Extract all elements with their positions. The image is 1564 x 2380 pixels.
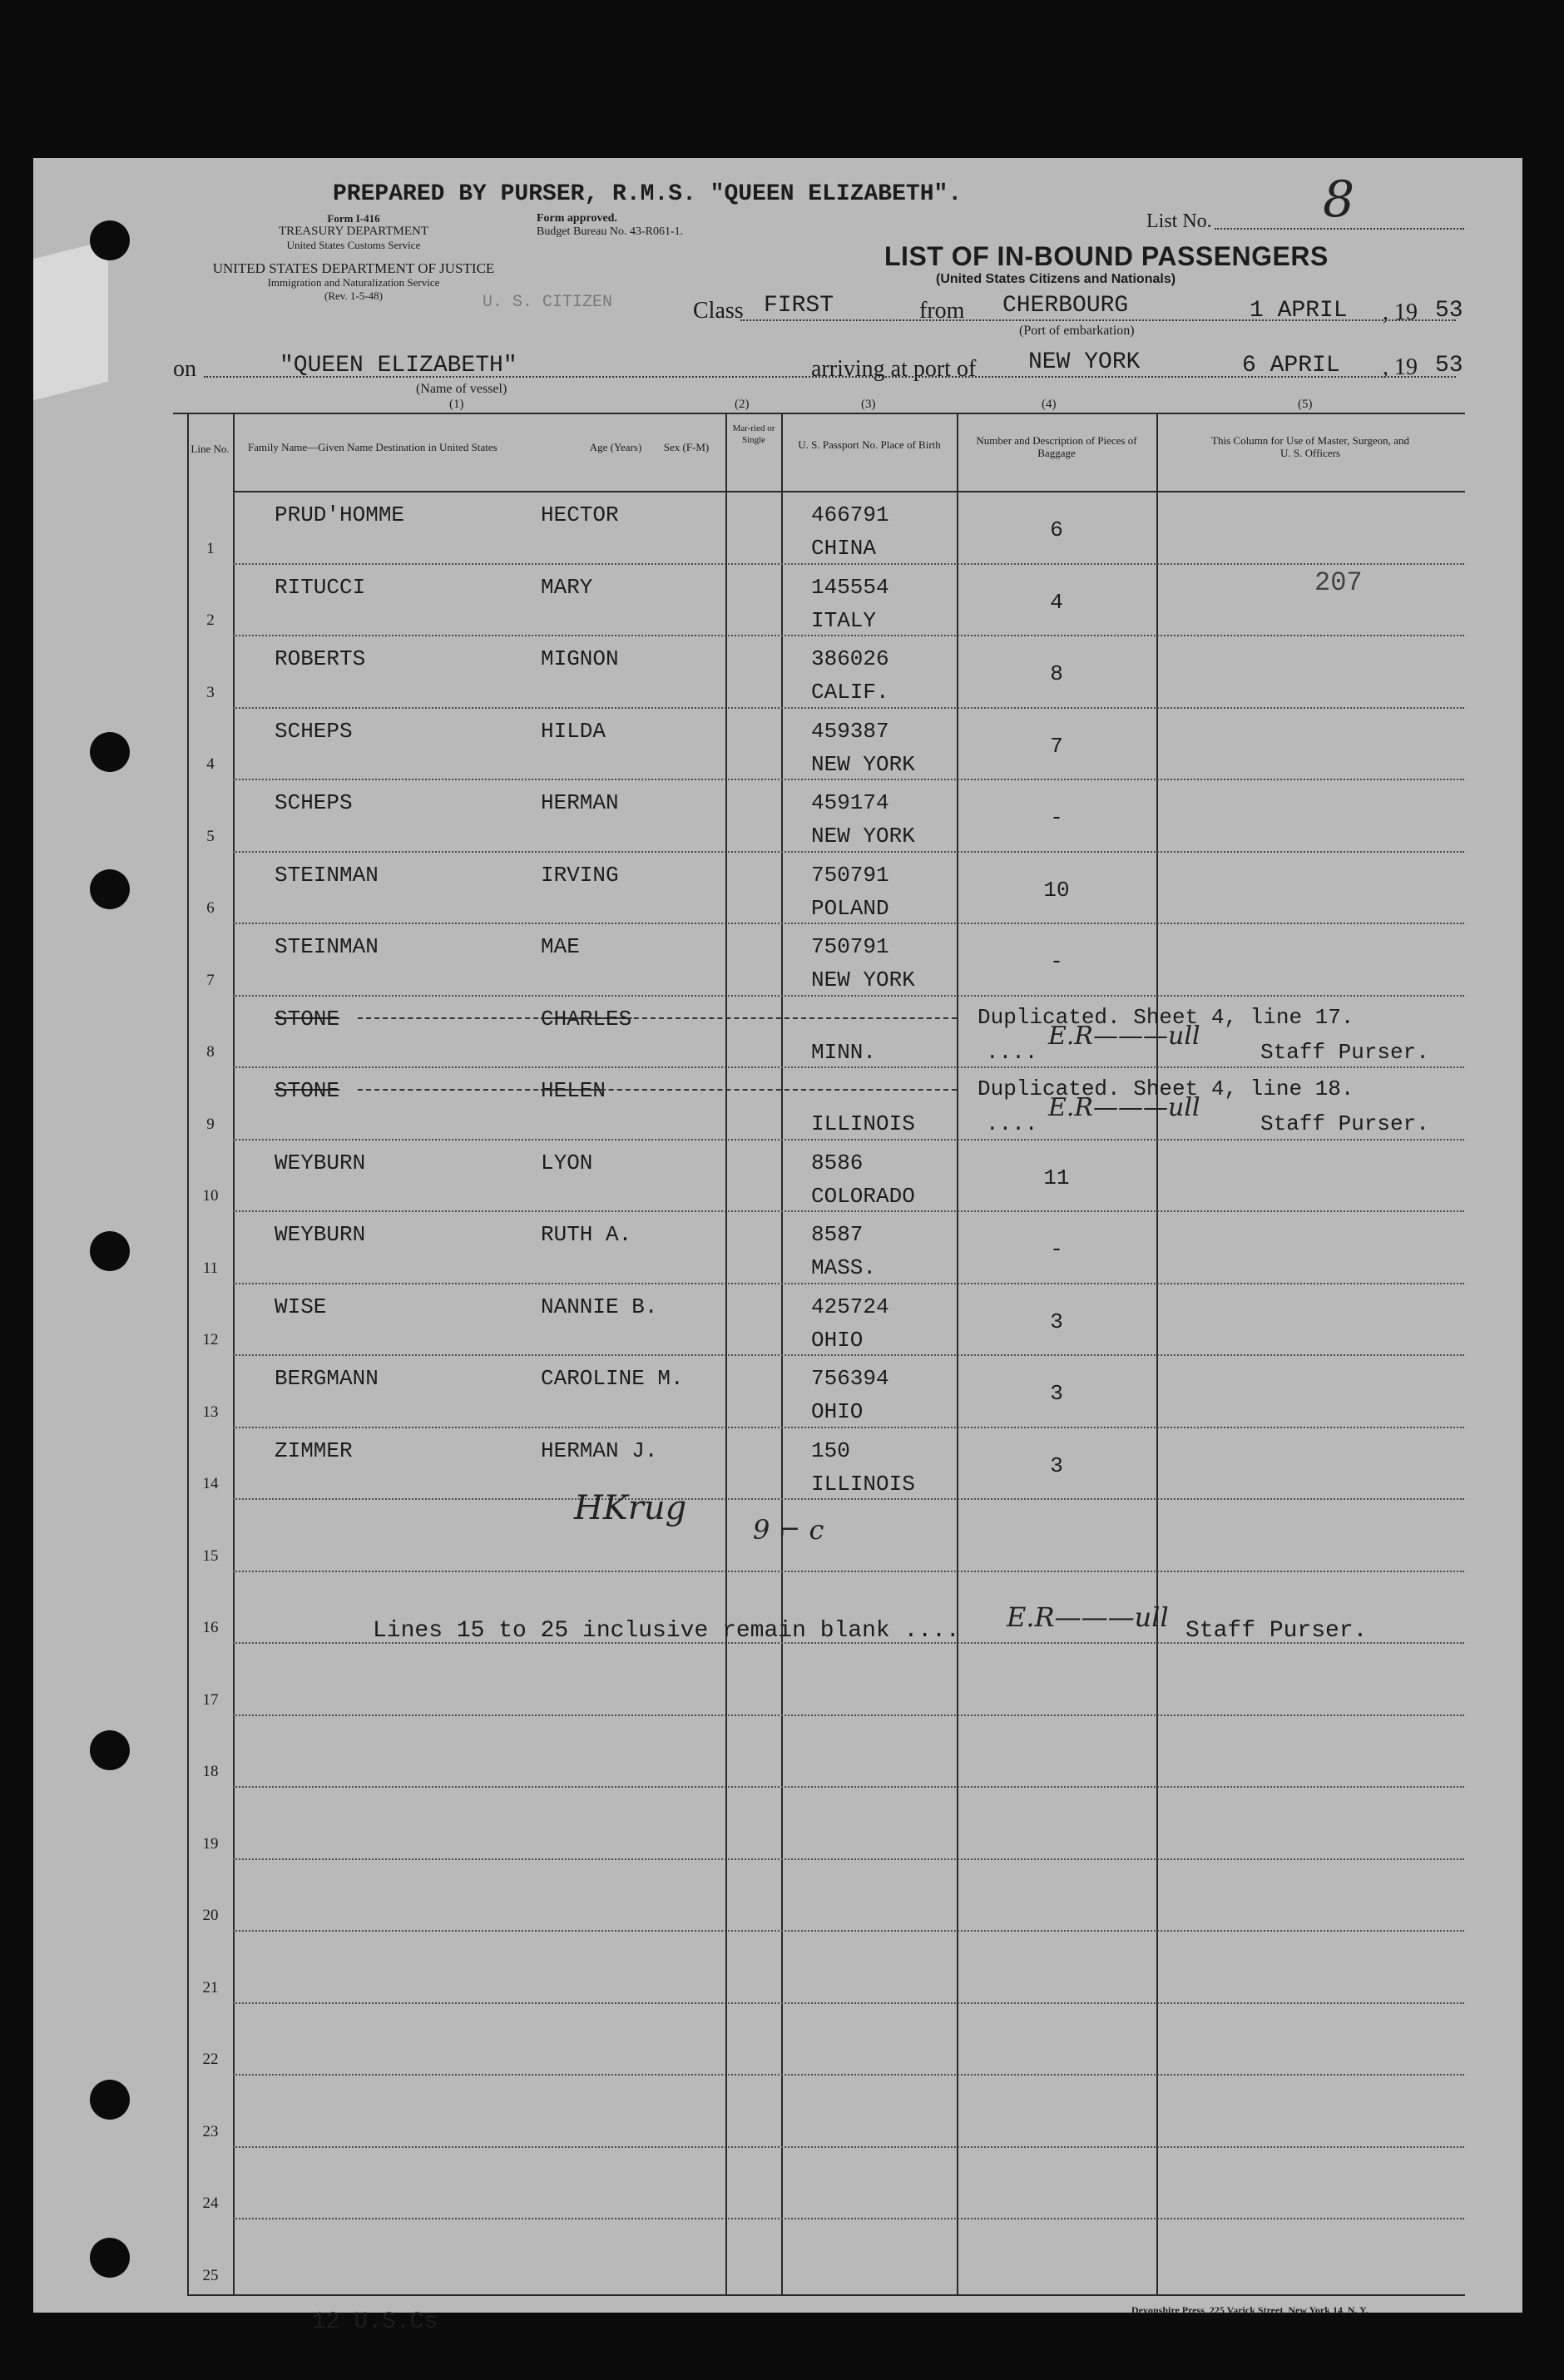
place-of-birth: ILLINOIS [811, 1471, 915, 1497]
line-number: 24 [202, 2194, 219, 2212]
given-name: LYON [541, 1150, 593, 1175]
punch-hole [90, 1231, 130, 1271]
place-of-birth: CALIF. [811, 680, 889, 705]
line-number: 12 [202, 1331, 219, 1348]
family-name: STEINMAN [275, 934, 379, 959]
family-name: STEINMAN [275, 862, 379, 888]
punch-hole [90, 220, 130, 260]
row-separator [233, 1930, 1464, 1932]
citizen-stamp: U. S. CITIZEN [483, 293, 613, 312]
baggage-count: 7 [1050, 733, 1063, 759]
duplicate-purser: Staff Purser. [1260, 1039, 1429, 1065]
depart-date: 1 APRIL [1250, 298, 1348, 324]
from-value: CHERBOURG [1002, 293, 1129, 319]
punch-hole [90, 2080, 130, 2120]
passport-number: 8586 [811, 1150, 864, 1175]
row-separator [233, 779, 1464, 781]
line-number: 25 [202, 2266, 219, 2284]
place-of-birth: COLORADO [811, 1183, 915, 1209]
passport-number: 386026 [811, 646, 889, 671]
dup-dots: .... [986, 1111, 1038, 1136]
row-separator [233, 1858, 1464, 1861]
baggage-count: - [1050, 805, 1063, 830]
line-number: 6 [206, 899, 215, 917]
passport-number: 750791 [811, 934, 889, 959]
given-name: IRVING [541, 862, 619, 888]
table-header-border [233, 491, 1465, 492]
arrival-port: NEW YORK [1028, 349, 1141, 375]
line-number: 13 [202, 1403, 219, 1421]
col-header-married: Mar-ried or Single [732, 423, 775, 445]
col-divider-baggage [957, 413, 958, 2294]
line-number: 18 [202, 1763, 219, 1780]
punch-hole [90, 1730, 130, 1770]
col-header-name: Family Name—Given Name Destination in United States [248, 441, 497, 453]
row-separator [233, 995, 1464, 997]
given-name: MIGNON [541, 646, 619, 671]
col-header-baggage: Number and Description of Pieces of Baggage [976, 434, 1137, 459]
officer-initials: 9 ⌐ c [753, 1514, 824, 1546]
given-name: CAROLINE M. [541, 1366, 684, 1391]
line-number: 11 [202, 1259, 219, 1277]
arrival-year: 53 [1435, 353, 1463, 379]
family-name: PRUD'HOMME [275, 502, 405, 527]
col-number: (4) [1042, 398, 1057, 411]
depart-year-prefix: , 19 [1383, 299, 1418, 325]
family-name: BERGMANN [275, 1366, 379, 1391]
row-separator [233, 1066, 1464, 1069]
line-number: 4 [206, 755, 215, 773]
line-number: 15 [202, 1546, 219, 1565]
row-separator [233, 923, 1464, 925]
passport-number: 756394 [811, 1366, 889, 1391]
line-number: 17 [202, 1690, 219, 1709]
col-number: (2) [735, 398, 750, 411]
blank-lines-note: Lines 15 to 25 inclusive remain blank .... [373, 1618, 960, 1644]
duplicate-note: Duplicated. Sheet 4, line 18. [978, 1076, 1354, 1101]
line-number: 20 [202, 1907, 219, 1924]
row-separator [233, 563, 1464, 566]
family-name: ROBERTS [275, 646, 366, 671]
place-of-birth: OHIO [811, 1399, 864, 1424]
row-separator [233, 1498, 1464, 1501]
row-separator [233, 851, 1464, 854]
row-separator [233, 2146, 1464, 2149]
revision: (Rev. 1-5-48) [324, 289, 383, 302]
line-number: 22 [202, 2051, 219, 2068]
line-number: 21 [202, 1978, 219, 1997]
row-separator [233, 1786, 1464, 1789]
strike-line [358, 1089, 957, 1091]
line-number: 9 [206, 1115, 215, 1133]
line-number: 1 [206, 539, 215, 557]
given-name: HELEN [541, 1078, 606, 1103]
purser-signature: E.R———ull [1007, 1601, 1169, 1633]
col-header-passport: U. S. Passport No. Place of Birth [798, 438, 941, 451]
baggage-count: - [1050, 1237, 1063, 1262]
list-no-label: List No. [1146, 210, 1212, 232]
given-name: HERMAN [541, 790, 619, 815]
col-divider-line [233, 413, 235, 2294]
baggage-count: 11 [1043, 1165, 1070, 1190]
given-name: RUTH A. [541, 1222, 632, 1247]
col-divider-officers [1156, 413, 1158, 2294]
row-separator [233, 1571, 1464, 1573]
col-divider-passport [781, 413, 783, 2294]
vessel-line [204, 376, 1456, 378]
col-header-age: Age (Years) [589, 441, 642, 453]
line-number: 10 [202, 1187, 219, 1205]
line-number: 16 [202, 1619, 219, 1636]
family-name: SCHEPS [275, 718, 353, 744]
col-number: (5) [1298, 398, 1313, 411]
baggage-count: 8 [1050, 661, 1063, 686]
col-header-line-no: Line No. [191, 443, 230, 455]
blank-lines-note-tail: Staff Purser. [1185, 1618, 1368, 1644]
line-number: 14 [202, 1475, 219, 1492]
family-name: SCHEPS [275, 790, 353, 815]
family-name: WEYBURN [275, 1222, 366, 1247]
line-number: 3 [206, 683, 215, 701]
baggage-count: 3 [1050, 1309, 1063, 1334]
justice-dept: UNITED STATES DEPARTMENT OF JUSTICE [212, 260, 495, 276]
table-bottom-border [187, 2294, 1465, 2296]
manifest-sheet [33, 158, 1522, 2313]
arrival-date: 6 APRIL [1242, 353, 1340, 379]
line-number: 2 [206, 611, 215, 629]
baggage-count: 6 [1050, 517, 1063, 542]
place-of-birth: NEW YORK [811, 967, 915, 992]
arriving-label: arriving at port of [811, 356, 977, 382]
list-title: LIST OF IN-BOUND PASSENGERS [884, 241, 1329, 271]
row-separator [233, 2074, 1464, 2076]
place-of-birth: CHINA [811, 536, 877, 561]
passport-number: 750791 [811, 862, 889, 888]
baggage-count: 3 [1050, 1452, 1063, 1478]
statute-ref: 12 U.S.Cs [312, 2309, 438, 2335]
row-separator [233, 2002, 1464, 2005]
printer-credit: Devonshire Press, 225 Varick Street, New York 14, N. Y. [1131, 2304, 1368, 2316]
dup-dots: .... [986, 1039, 1038, 1065]
row-separator [233, 1427, 1464, 1429]
passport-number: 425724 [811, 1294, 889, 1319]
passport-number: 150 [811, 1437, 850, 1463]
given-name: NANNIE B. [541, 1294, 658, 1319]
class-label: Class [693, 298, 744, 324]
port-embarkation-caption: (Port of embarkation) [1019, 324, 1135, 338]
row-separator [233, 635, 1464, 637]
budget-bureau: Budget Bureau No. 43-R061-1. [537, 225, 684, 238]
row-separator [233, 1139, 1464, 1141]
given-name: MAE [541, 934, 580, 959]
family-name: WISE [275, 1294, 327, 1319]
table-left-border [187, 413, 189, 2294]
class-line [740, 319, 1456, 321]
given-name: HILDA [541, 718, 606, 744]
place-of-birth: MASS. [811, 1255, 877, 1280]
purser-signature: E.R———ull [1048, 1021, 1200, 1051]
given-name: HECTOR [541, 502, 619, 527]
duplicate-purser: Staff Purser. [1260, 1111, 1429, 1136]
punch-hole [90, 869, 130, 909]
col-header-officers: This Column for Use of Master, Surgeon, and U. S. Officers [1211, 434, 1409, 459]
line-number: 19 [202, 1834, 219, 1853]
on-label: on [173, 356, 196, 382]
list-subtitle: (United States Citizens and Nationals) [936, 272, 1176, 286]
duplicate-note: Duplicated. Sheet 4, line 17. [978, 1004, 1354, 1030]
place-of-birth: ITALY [811, 607, 877, 633]
torn-corner [33, 240, 108, 400]
punch-hole [90, 732, 130, 772]
passport-number: 459174 [811, 790, 889, 815]
purser-signature: E.R———ull [1048, 1093, 1200, 1122]
immigration-service: Immigration and Naturalization Service [267, 276, 440, 289]
list-no-value: 8 [1323, 171, 1355, 229]
col-divider-married [725, 413, 727, 2294]
place-of-birth: NEW YORK [811, 751, 915, 777]
line-number: 7 [206, 971, 215, 989]
punch-hole [90, 2238, 130, 2278]
passport-number: 466791 [811, 502, 889, 527]
from-label: from [919, 298, 965, 324]
row-separator [233, 1210, 1464, 1213]
baggage-count: 3 [1050, 1381, 1063, 1406]
table-top-border [173, 413, 1465, 414]
place-of-birth: MINN. [811, 1039, 877, 1065]
col-number: (3) [861, 398, 876, 411]
arrival-year-prefix: , 19 [1383, 354, 1418, 380]
row-separator [233, 2218, 1464, 2220]
baggage-count: 4 [1050, 589, 1063, 615]
row-separator [233, 1354, 1464, 1357]
passport-number: 459387 [811, 718, 889, 744]
customs-service: United States Customs Service [286, 239, 421, 251]
line-number: 8 [206, 1043, 215, 1061]
form-number: Form I-416 [327, 212, 380, 225]
strike-line [358, 1017, 957, 1019]
place-of-birth: ILLINOIS [811, 1111, 915, 1136]
given-name: CHARLES [541, 1006, 632, 1032]
place-of-birth: POLAND [811, 895, 889, 921]
row-separator [233, 1283, 1464, 1285]
row-separator [233, 1714, 1464, 1717]
family-name: WEYBURN [275, 1150, 366, 1175]
treasury-dept: TREASURY DEPARTMENT [278, 225, 429, 238]
prepared-by: PREPARED BY PURSER, R.M.S. "QUEEN ELIZABETH". [333, 181, 963, 207]
passport-number: 145554 [811, 574, 889, 600]
officer-note: 207 [1314, 567, 1363, 598]
class-value: FIRST [764, 293, 834, 319]
family-name: ZIMMER [275, 1437, 353, 1463]
passport-number: 8587 [811, 1222, 864, 1247]
given-name: MARY [541, 574, 593, 600]
form-approved: Form approved. [537, 212, 617, 225]
row-separator [233, 707, 1464, 710]
vessel-caption: (Name of vessel) [416, 382, 507, 396]
line-number: 23 [202, 2122, 219, 2140]
family-name: RITUCCI [275, 574, 366, 600]
place-of-birth: OHIO [811, 1327, 864, 1353]
col-number: (1) [449, 398, 464, 411]
place-of-birth: NEW YORK [811, 824, 915, 849]
officer-initials: HKrug [574, 1489, 687, 1527]
col-header-sex: Sex (F-M) [663, 441, 710, 453]
given-name: HERMAN J. [541, 1437, 658, 1463]
baggage-count: 10 [1043, 877, 1070, 903]
vessel-name: "QUEEN ELIZABETH" [280, 353, 517, 379]
family-name: STONE [275, 1078, 340, 1103]
family-name: STONE [275, 1006, 340, 1032]
baggage-count: - [1050, 949, 1063, 974]
depart-year: 53 [1435, 298, 1463, 324]
line-number: 5 [206, 827, 215, 845]
